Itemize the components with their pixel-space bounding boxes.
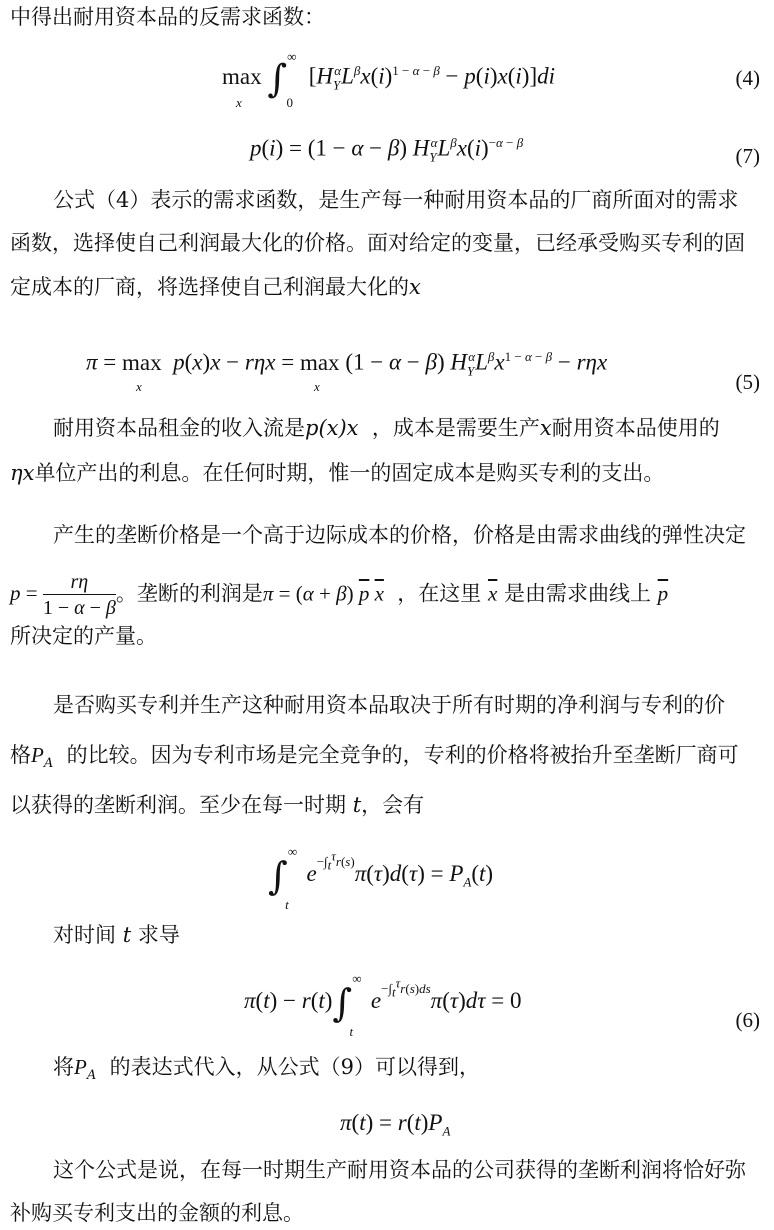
profit-formula: π = (α + β) $\overline{p}$ $\overline{x}$ xyxy=(262,581,384,606)
text-span: 是由需求曲线上 xyxy=(503,581,651,606)
text-line: 补购买专利支出的金额的利息。 xyxy=(10,1201,304,1225)
text-line: 这个公式是说，在每一时期生产耐用资本品的公司获得的垄断利润将恰好弥 xyxy=(53,1158,746,1182)
text-span: 以获得的垄断利润。至少在每一时期 xyxy=(10,793,346,817)
text-line: 中得出耐用资本品的反需求函数： xyxy=(10,5,325,29)
text-line xyxy=(53,413,720,443)
integral-equation: $\int^\infty_t$ $e^{-\int_t^\tau r(s)}\pi(\tau)d(\tau) = P_A(t)$ xyxy=(268,844,494,912)
equation-5: π = max x p(x)x − rηx = max x (1 − α − β) $H_Y^\alpha L^\beta x^{1 - \alpha - \beta} - r\eta x$ xyxy=(86,349,608,394)
math-var: ηx xyxy=(10,461,35,485)
text-span: 定成本的厂商，将选择使自己利润最大化的 xyxy=(10,275,409,299)
text-span: 将 xyxy=(53,1055,74,1079)
math-expr: p(x)x xyxy=(305,416,359,440)
math-var: x xyxy=(409,275,421,299)
text-span: 求导 xyxy=(137,923,180,947)
text-span: 对时间 xyxy=(53,923,116,947)
text-line: 公式（4）表示的需求函数，是生产每一种耐用资本品的厂商所面对的需求 xyxy=(53,188,739,212)
equation-6: $\pi(t) - r(t)\int^\infty_t$ $e^{-\int_t^\tau r(s)ds}\pi(\tau)d\tau = 0$ xyxy=(244,971,522,1039)
text-span: ，会有 xyxy=(361,793,425,817)
equation-4: max x $\int^\infty_0$ $[H_Y^\alpha L^\beta x(i)^{1 - \alpha - \beta} - p(i)x(i)]di$ xyxy=(222,49,556,111)
text-span: 。垄断的利润是 xyxy=(115,581,263,606)
text-line: 所决定的产量。 xyxy=(10,624,157,648)
text-line: 产生的垄断价格是一个高于边际成本的价格，价格是由需求曲线的弹性决定 xyxy=(53,523,746,547)
price-formula: p = $\frac{r\eta}{1 - \alpha - \beta}$ xyxy=(10,571,116,619)
text-line xyxy=(53,920,180,950)
math-var: t xyxy=(122,923,132,947)
text-line xyxy=(10,790,424,820)
math-var: t xyxy=(352,793,362,817)
equation-7: p(i) = (1 − α − β) $H_Y^\alpha L^\beta x(i)^{-\alpha - \beta}$ xyxy=(250,135,524,165)
equation-number: (7) xyxy=(735,144,760,168)
text-line xyxy=(10,458,664,488)
text-span: ，在这里 xyxy=(397,581,482,606)
text-span: 的比较。因为专利市场是完全竞争的，专利的价格将被抬升至垄断厂商可 xyxy=(66,743,739,767)
text-span: 耐用资本品租金的收入流是 xyxy=(53,416,305,440)
text-line: p = $\frac{r\eta}{1 - \alpha - \beta}$ 。垄断的利润是π = (α + β) $\overline{p}$ $\overline{x}$ ，在这里 $\overline{x}$ 是由需求曲线上 $\overline{p}$ xyxy=(10,571,669,619)
text-span: 单位产出的利息。在任何时期，惟一的固定成本是购买专利的支出。 xyxy=(34,461,665,485)
text-span: 的表达式代入，从公式（9）可以得到， xyxy=(109,1055,480,1079)
text-line: 函数，选择使自己利润最大化的价格。面对给定的变量，已经承受购买专利的固 xyxy=(10,231,745,255)
equation-number: (5) xyxy=(735,370,760,394)
text-line: 格$P_A$ 的比较。因为专利市场是完全竞争的，专利的价格将被抬升至垄断厂商可 xyxy=(10,743,739,772)
equation-number: (6) xyxy=(735,1008,760,1032)
text-line xyxy=(10,272,421,302)
text-line: 将$P_A$ 的表达式代入，从公式（9）可以得到， xyxy=(53,1055,480,1084)
text-span: ，成本是需要生产 xyxy=(371,416,540,440)
equation-final: $\pi(t) = r(t)P_A$ xyxy=(340,1110,451,1139)
text-span: 格 xyxy=(10,743,31,767)
text-line: 是否购买专利并生产这种耐用资本品取决于所有时期的净利润与专利的价 xyxy=(53,693,725,717)
math-var: x xyxy=(539,416,552,440)
equation-number: (4) xyxy=(735,66,760,90)
text-span: 耐用资本品使用的 xyxy=(551,416,720,440)
